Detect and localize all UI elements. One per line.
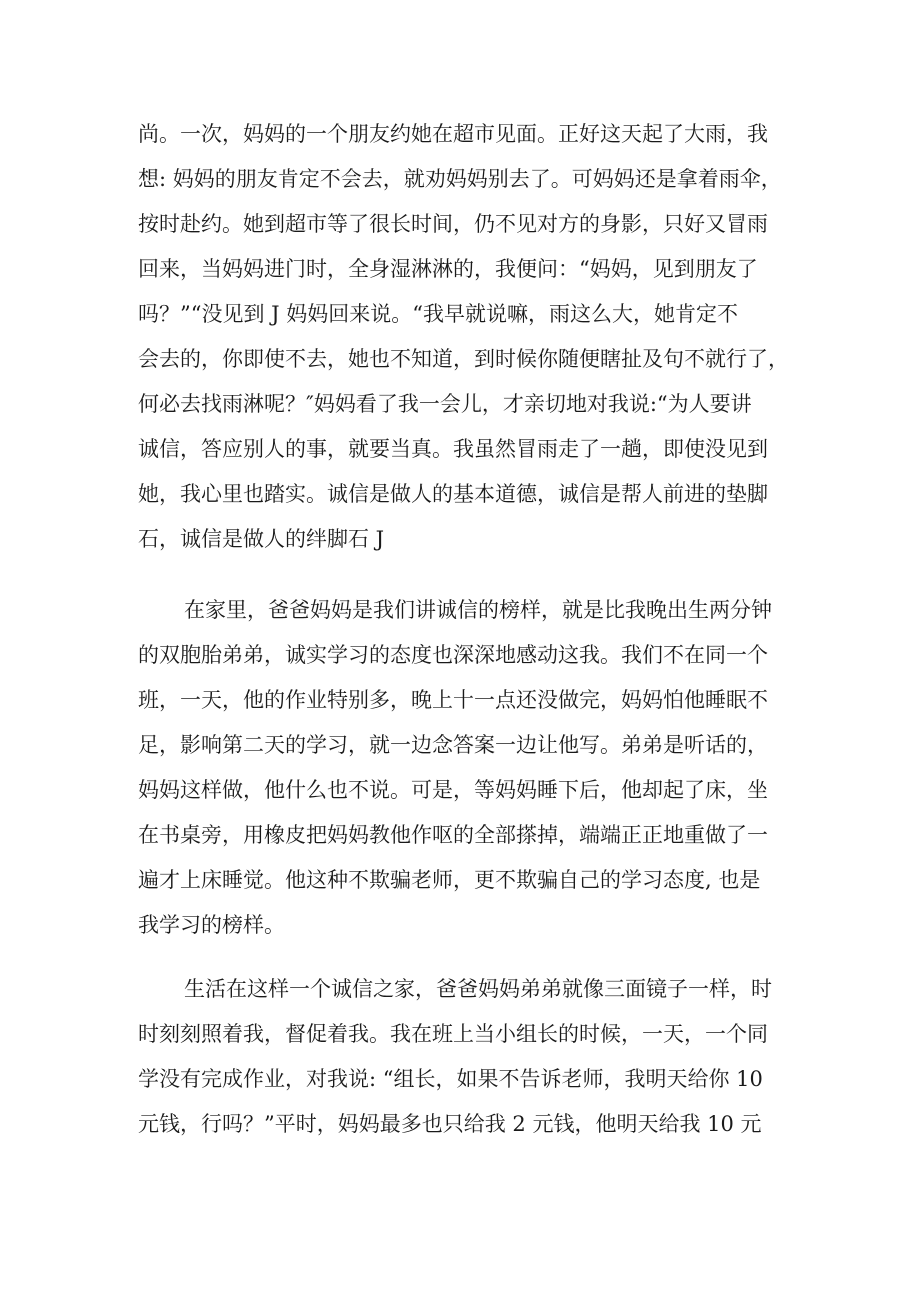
text-line: 尚。一次，妈妈的一个朋友约她在超市见面。正好这天起了大雨，我 bbox=[138, 122, 768, 146]
text-line: 她，我心里也踏实。诚信是做人的基本道德，诚信是帮人前进的垫脚 bbox=[138, 482, 768, 506]
text-line: 在书桌旁，用橡皮把妈妈教他作呕的全部搽掉，端端正正地重做了一 bbox=[138, 823, 768, 847]
text-line: 石，诚信是做人的绊脚石 J bbox=[138, 527, 385, 551]
text-line: 吗？”“没见到 J 妈妈回来说。“我早就说嘛，雨这么大，她肯定不 bbox=[138, 302, 738, 326]
text-line: 诚信，答应别人的事，就要当真。我虽然冒雨走了一趟，即使没见到 bbox=[138, 437, 768, 461]
paragraph-2 bbox=[138, 588, 788, 948]
text-line: 回来，当妈妈进门时，全身湿淋淋的，我便问：“妈妈，见到朋友了 bbox=[138, 257, 758, 281]
text-line: 学没有完成作业，对我说: “组长，如果不告诉老师，我明天给你 10 bbox=[138, 1067, 763, 1091]
paragraph-1 bbox=[138, 112, 788, 562]
text-line: 会去的，你即使不去，她也不知道，到时候你随便瞎扯及句不就行了， bbox=[138, 347, 789, 371]
text-line: 元钱，行吗？”平时，妈妈最多也只给我 2 元钱，他明天给我 10 元 bbox=[138, 1112, 762, 1136]
text-line: 按时赴约。她到超市等了很长时间，仍不见对方的身影，只好又冒雨 bbox=[138, 212, 768, 236]
text-line: 妈妈这样做，他什么也不说。可是，等妈妈睡下后，他却起了床，坐 bbox=[138, 778, 768, 802]
text-line: 我学习的榜样。 bbox=[138, 913, 285, 937]
text-line: 何必去找雨淋呢？″妈妈看了我一会儿，才亲切地对我说:“为人要讲 bbox=[138, 392, 752, 416]
text-line: 班，一天，他的作业特别多，晚上十一点还没做完，妈妈怕他睡眠不 bbox=[138, 688, 768, 712]
text-line: 遍才上床睡觉。他这种不欺骗老师，更不欺骗自己的学习态度, 也是 bbox=[138, 868, 761, 892]
paragraph-3 bbox=[138, 967, 788, 1147]
text-line: 想: 妈妈的朋友肯定不会去，就劝妈妈别去了。可妈妈还是拿着雨伞， bbox=[138, 167, 782, 191]
text-line: 在家里，爸爸妈妈是我们讲诚信的榜样，就是比我晚出生两分钟 bbox=[184, 598, 772, 622]
text-line: 足，影响第二天的学习，就一边念答案一边让他写。弟弟是听话的， bbox=[138, 733, 768, 757]
text-line: 生活在这样一个诚信之家，爸爸妈妈弟弟就像三面镜子一样，时 bbox=[184, 977, 772, 1001]
text-line: 的双胞胎弟弟，诚实学习的态度也深深地感动这我。我们不在同一个 bbox=[138, 643, 768, 667]
text-line: 时刻刻照着我，督促着我。我在班上当小组长的时候，一天，一个同 bbox=[138, 1022, 768, 1046]
